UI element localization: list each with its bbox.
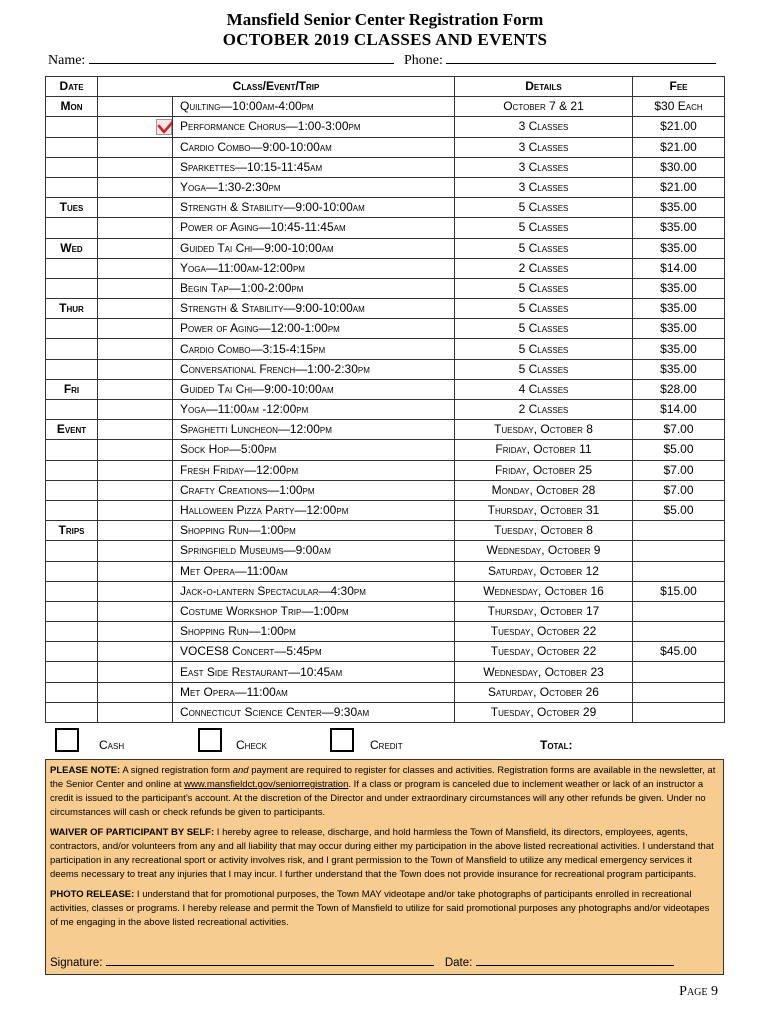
please-note-text-a: A signed registration form <box>122 765 231 776</box>
table-row <box>46 157 725 177</box>
row-day: Event <box>46 420 98 440</box>
row-details: Saturday, October 12 <box>455 561 633 581</box>
row-class: Fresh Friday—12:00pm <box>173 460 455 480</box>
phone-line[interactable] <box>446 52 716 64</box>
row-checkbox-cell[interactable] <box>98 258 173 278</box>
row-day <box>46 682 98 702</box>
row-fee <box>633 682 725 702</box>
row-checkbox-cell[interactable] <box>98 702 173 722</box>
row-fee <box>633 601 725 621</box>
row-fee: $14.00 <box>633 400 725 420</box>
row-checkbox-cell[interactable] <box>98 379 173 399</box>
row-fee <box>633 521 725 541</box>
row-checkbox-cell[interactable] <box>98 359 173 379</box>
row-fee: $35.00 <box>633 218 725 238</box>
row-fee: $35.00 <box>633 359 725 379</box>
row-day <box>46 157 98 177</box>
row-fee: $35.00 <box>633 339 725 359</box>
table-row <box>46 359 725 379</box>
table-row <box>46 278 725 298</box>
row-details: Friday, October 11 <box>455 440 633 460</box>
row-fee: $28.00 <box>633 379 725 399</box>
row-day <box>46 702 98 722</box>
table-row <box>46 622 725 642</box>
table-row <box>46 198 725 218</box>
row-day <box>46 440 98 460</box>
row-day: Fri <box>46 379 98 399</box>
row-class: Power of Aging—12:00-1:00pm <box>173 319 455 339</box>
row-day <box>46 177 98 197</box>
row-checkbox-cell[interactable] <box>98 420 173 440</box>
table-row <box>46 601 725 621</box>
row-class: Met Opera—11:00am <box>173 561 455 581</box>
table-row <box>46 420 725 440</box>
signature-row <box>50 955 674 970</box>
row-details: 4 Classes <box>455 379 633 399</box>
row-class: East Side Restaurant—10:45am <box>173 662 455 682</box>
row-checkbox-cell[interactable] <box>98 157 173 177</box>
table-row <box>46 117 725 137</box>
row-checkbox-cell[interactable] <box>98 218 173 238</box>
table-row <box>46 319 725 339</box>
table-row <box>46 238 725 258</box>
date-line[interactable] <box>476 955 674 966</box>
table-row <box>46 460 725 480</box>
row-class: Sock Hop—5:00pm <box>173 440 455 460</box>
row-day: Wed <box>46 238 98 258</box>
row-checkbox-cell[interactable] <box>98 440 173 460</box>
photo-release-label: PHOTO RELEASE: <box>50 889 135 900</box>
row-day <box>46 319 98 339</box>
row-fee: $30 Each <box>633 97 725 117</box>
row-fee <box>633 541 725 561</box>
row-class: Yoga—11:00am-12:00pm <box>173 258 455 278</box>
terms-notice <box>45 759 724 975</box>
row-details: Friday, October 25 <box>455 460 633 480</box>
row-class: Shopping Run—1:00pm <box>173 521 455 541</box>
row-checkbox-cell[interactable] <box>98 117 173 137</box>
row-day <box>46 258 98 278</box>
row-day: Trips <box>46 521 98 541</box>
row-class: Begin Tap—1:00-2:00pm <box>173 278 455 298</box>
row-details: Tuesday, October 8 <box>455 420 633 440</box>
row-day <box>46 339 98 359</box>
row-day <box>46 622 98 642</box>
row-checkbox-cell[interactable] <box>98 400 173 420</box>
total-label: Total: <box>540 738 573 752</box>
row-details: Wednesday, October 16 <box>455 581 633 601</box>
row-day <box>46 500 98 520</box>
waiver-label: WAIVER OF PARTICIPANT BY SELF: <box>50 827 215 838</box>
table-row <box>46 682 725 702</box>
row-details: 3 Classes <box>455 137 633 157</box>
photo-release-text: I understand that for promotional purposes, the Town MAY videotape and/or take photographs of participants enrolled in recreational activities, classes or programs. I hereby release and permit the Town of Mansfield to utilize for said promotional purposes any photographs and/or videotapes of me engaging in the above listed recreational activities. <box>50 889 710 928</box>
row-day <box>46 662 98 682</box>
date-label: Date: <box>444 957 473 969</box>
row-fee: $7.00 <box>633 460 725 480</box>
row-details: Thursday, October 31 <box>455 500 633 520</box>
row-details: Tuesday, October 29 <box>455 702 633 722</box>
signature-label: Signature: <box>50 957 103 969</box>
table-row <box>46 581 725 601</box>
row-details: Wednesday, October 23 <box>455 662 633 682</box>
name-line[interactable] <box>89 52 394 64</box>
row-day <box>46 561 98 581</box>
check-label: Check <box>236 738 267 752</box>
name-field[interactable] <box>48 52 394 69</box>
row-day <box>46 541 98 561</box>
header-fee: Fee <box>633 77 725 97</box>
credit-checkbox[interactable] <box>330 728 354 752</box>
row-fee: $45.00 <box>633 642 725 662</box>
header-date: Date <box>46 77 98 97</box>
row-details: 5 Classes <box>455 359 633 379</box>
row-details: 5 Classes <box>455 319 633 339</box>
row-checkbox-cell[interactable] <box>98 682 173 702</box>
row-class: Cardio Combo—3:15-4:15pm <box>173 339 455 359</box>
row-class: Performance Chorus—1:00-3:00pm <box>173 117 455 137</box>
row-fee: $35.00 <box>633 278 725 298</box>
row-day <box>46 480 98 500</box>
table-row <box>46 642 725 662</box>
check-checkbox[interactable] <box>198 728 222 752</box>
row-checkbox-cell[interactable] <box>98 480 173 500</box>
row-checkbox-cell[interactable] <box>98 319 173 339</box>
checkmark-icon <box>156 119 172 135</box>
row-day <box>46 460 98 480</box>
table-row <box>46 541 725 561</box>
row-class: VOCES8 Concert—5:45pm <box>173 642 455 662</box>
row-fee: $21.00 <box>633 177 725 197</box>
row-fee: $35.00 <box>633 299 725 319</box>
row-checkbox-cell[interactable] <box>98 662 173 682</box>
row-day: Tues <box>46 198 98 218</box>
row-fee: $7.00 <box>633 480 725 500</box>
table-header-row <box>46 77 725 97</box>
row-class: Connecticut Science Center—9:30am <box>173 702 455 722</box>
form-title: Mansfield Senior Center Registration Form <box>226 10 544 29</box>
row-details: 5 Classes <box>455 339 633 359</box>
row-details: 3 Classes <box>455 177 633 197</box>
table-row <box>46 561 725 581</box>
row-checkbox-cell[interactable] <box>98 299 173 319</box>
table-row <box>46 521 725 541</box>
signature-line[interactable] <box>106 955 434 966</box>
row-checkbox-cell[interactable] <box>98 278 173 298</box>
row-day <box>46 278 98 298</box>
row-details: 5 Classes <box>455 218 633 238</box>
row-details: Monday, October 28 <box>455 480 633 500</box>
row-class: Springfield Museums—9:00am <box>173 541 455 561</box>
row-details: Tuesday, October 22 <box>455 642 633 662</box>
table-row <box>46 218 725 238</box>
row-fee: $21.00 <box>633 137 725 157</box>
row-checkbox-cell[interactable] <box>98 198 173 218</box>
row-checkbox-cell[interactable] <box>98 642 173 662</box>
row-class: Costume Workshop Trip—1:00pm <box>173 601 455 621</box>
row-fee: $7.00 <box>633 420 725 440</box>
row-day <box>46 218 98 238</box>
row-fee: $35.00 <box>633 319 725 339</box>
row-checkbox-cell[interactable] <box>98 581 173 601</box>
table-row <box>46 379 725 399</box>
row-details: Thursday, October 17 <box>455 601 633 621</box>
row-class: Conversational French—1:00-2:30pm <box>173 359 455 379</box>
phone-label: Phone: <box>404 53 443 68</box>
waiver-text: I hereby agree to release, discharge, and hold harmless the Town of Mansfield, its directors, employees, agents, contractors, and/or volunteers from any and all liability that may occur during either my participation in the above listed recreational activities. I understand that participation in any recreational sport or activity involves risk, and I grant permission to the Town of Mansfield to utilize any medical emergency services it deems necessary to treat any injuries that I may incur. I further understand that the Town does not provide insurance for recreational program participants. <box>50 827 714 880</box>
row-class: Strength & Stability—9:00-10:00am <box>173 299 455 319</box>
row-class: Shopping Run—1:00pm <box>173 622 455 642</box>
waiver-paragraph <box>50 826 719 882</box>
cash-label: Cash <box>99 738 125 752</box>
please-note-paragraph <box>50 764 719 820</box>
header-details: Details <box>455 77 633 97</box>
row-details: Wednesday, October 9 <box>455 541 633 561</box>
row-class: Spaghetti Luncheon—12:00pm <box>173 420 455 440</box>
row-checkbox-cell[interactable] <box>98 238 173 258</box>
row-details: Tuesday, October 22 <box>455 622 633 642</box>
table-row <box>46 97 725 117</box>
row-checkbox-cell[interactable] <box>98 601 173 621</box>
row-checkbox-cell[interactable] <box>98 137 173 157</box>
row-checkbox-cell[interactable] <box>98 541 173 561</box>
row-day <box>46 642 98 662</box>
row-fee: $35.00 <box>633 198 725 218</box>
table-row <box>46 258 725 278</box>
row-fee: $5.00 <box>633 500 725 520</box>
row-details: Tuesday, October 8 <box>455 521 633 541</box>
row-class: Crafty Creations—1:00pm <box>173 480 455 500</box>
row-day <box>46 359 98 379</box>
row-class: Quilting—10:00am-4:00pm <box>173 97 455 117</box>
row-fee <box>633 702 725 722</box>
name-label: Name: <box>48 53 86 68</box>
photo-release-paragraph <box>50 888 719 930</box>
row-fee: $21.00 <box>633 117 725 137</box>
row-fee: $35.00 <box>633 238 725 258</box>
row-day <box>46 117 98 137</box>
schedule-table <box>45 76 725 723</box>
row-checkbox-cell[interactable] <box>98 339 173 359</box>
row-class: Yoga—1:30-2:30pm <box>173 177 455 197</box>
row-details: 2 Classes <box>455 258 633 278</box>
row-class: Power of Aging—10:45-11:45am <box>173 218 455 238</box>
table-row <box>46 480 725 500</box>
row-day <box>46 581 98 601</box>
row-details: October 7 & 21 <box>455 97 633 117</box>
please-note-text-b: payment are required to register for classes and activities. Registration forms are available in the newsletter, at the Senior Center and online at <box>50 765 716 790</box>
row-class: Met Opera—11:00am <box>173 682 455 702</box>
row-fee: $30.00 <box>633 157 725 177</box>
row-checkbox-cell[interactable] <box>98 460 173 480</box>
row-class: Yoga—11:00am -12:00pm <box>173 400 455 420</box>
please-note-text-c: . If a class or program is canceled due to inclement weather or lack of an instructor a credit is issued to the participant’s account. At the discretion of the Director and under extraordinary circumstances will any other refunds be given. Under no circumstances will cash or check refunds be given to participants. <box>50 779 706 818</box>
row-fee <box>633 561 725 581</box>
please-note-label: PLEASE NOTE: <box>50 765 121 776</box>
row-checkbox-cell[interactable] <box>98 177 173 197</box>
row-class: Halloween Pizza Party—12:00pm <box>173 500 455 520</box>
row-fee <box>633 662 725 682</box>
row-day: Thur <box>46 299 98 319</box>
table-row <box>46 177 725 197</box>
table-row <box>46 137 725 157</box>
row-fee: $14.00 <box>633 258 725 278</box>
please-note-and: and <box>232 765 249 776</box>
page-number: Page 9 <box>679 984 718 999</box>
credit-label: Credit <box>370 738 403 752</box>
table-row <box>46 400 725 420</box>
row-checkbox-cell[interactable] <box>98 561 173 581</box>
row-details: 3 Classes <box>455 117 633 137</box>
phone-field[interactable] <box>404 52 716 69</box>
row-details: 5 Classes <box>455 238 633 258</box>
row-details: 5 Classes <box>455 299 633 319</box>
row-details: 2 Classes <box>455 400 633 420</box>
row-class: Strength & Stability—9:00-10:00am <box>173 198 455 218</box>
row-day <box>46 601 98 621</box>
table-row <box>46 440 725 460</box>
row-details: 5 Classes <box>455 278 633 298</box>
row-day <box>46 137 98 157</box>
row-checkbox-cell[interactable] <box>98 97 173 117</box>
row-checkbox-cell[interactable] <box>98 500 173 520</box>
row-day: Mon <box>46 97 98 117</box>
table-row <box>46 299 725 319</box>
table-row <box>46 500 725 520</box>
row-class: Jack-o-lantern Spectacular—4:30pm <box>173 581 455 601</box>
row-class: Sparkettes—10:15-11:45am <box>173 157 455 177</box>
row-checkbox-cell[interactable] <box>98 622 173 642</box>
row-fee: $15.00 <box>633 581 725 601</box>
row-class: Cardio Combo—9:00-10:00am <box>173 137 455 157</box>
form-subtitle: OCTOBER 2019 CLASSES AND EVENTS <box>222 30 548 49</box>
registration-link[interactable]: www.mansfieldct.gov/seniorregistration <box>184 779 349 790</box>
row-class: Guided Tai Chi—9:00-10:00am <box>173 238 455 258</box>
header-class: Class/Event/Trip <box>98 77 455 97</box>
table-row <box>46 339 725 359</box>
row-details: Saturday, October 26 <box>455 682 633 702</box>
row-class: Guided Tai Chi—9:00-10:00am <box>173 379 455 399</box>
row-fee: $5.00 <box>633 440 725 460</box>
row-fee <box>633 622 725 642</box>
table-row <box>46 662 725 682</box>
row-day <box>46 400 98 420</box>
cash-checkbox[interactable] <box>55 728 79 752</box>
row-details: 3 Classes <box>455 157 633 177</box>
table-row <box>46 702 725 722</box>
row-details: 5 Classes <box>455 198 633 218</box>
row-checkbox-cell[interactable] <box>98 521 173 541</box>
